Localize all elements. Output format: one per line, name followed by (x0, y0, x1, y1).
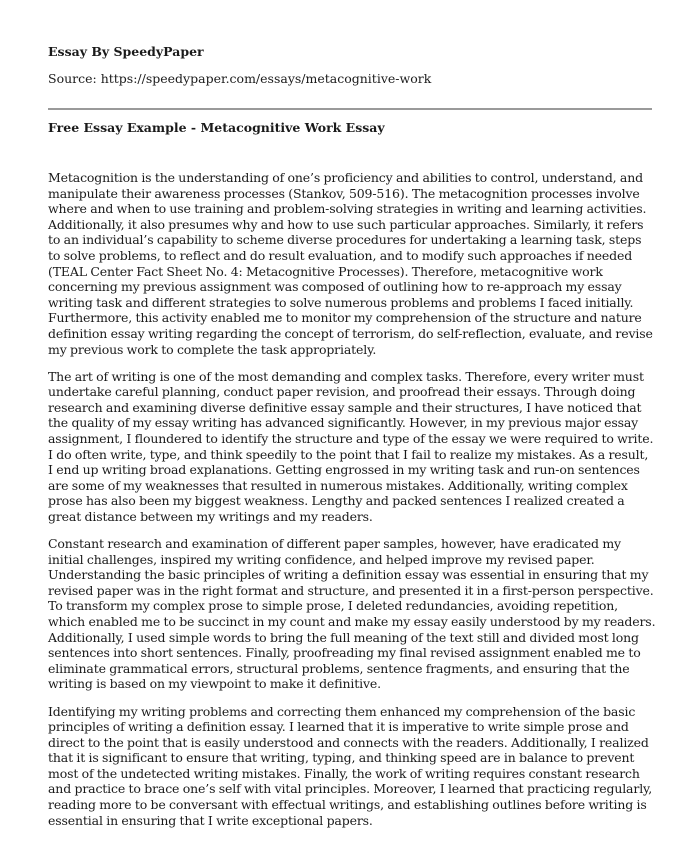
essay-body (48, 170, 656, 840)
essay-paragraph-2: The art of writing is one of the most demanding and complex tasks. Therefore, every writer must undertake careful planning, conduct paper revision, and proofread their essays. Through doing research and examining diverse definitive essay sample and their structures, I have noticed that the quality of my essay writing has advanced significantly. However, in my previous major essay assignment, I floundered to identify the structure and type of the essay we were required to write. I do often write, type, and think speedily to the point that I fail to realize my mistakes. As a result, I end up writing broad explanations. Getting engrossed in my writing task and run-on sentences are some of my weaknesses that resulted in numerous mistakes. Additionally, writing complex prose has also been my biggest weakness. Lengthy and packed sentences I realized created a great distance between my writings and my readers. (48, 368, 654, 524)
essay-paragraph-4: Identifying my writing problems and correcting them enhanced my comprehension of the basic principles of writing a definition essay. I learned that it is imperative to write simple prose and direct to the point that is easily understood and connects with the readers. Additionally, I realized that it is significant to ensure that writing, typing, and thinking speed are in balance to prevent most of the undetected writing mistakes. Finally, the work of writing requires constant research and practice to brace one’s self with vital principles. Moreover, I learned that practicing regularly, reading more to be conversant with effectual writings, and establishing outlines before writing is essential in ensuring that I write exceptional papers. (48, 703, 653, 828)
header-title: Essay By SpeedyPaper (48, 44, 204, 59)
source-line: Source: https://speedypaper.com/essays/metacognitive-work (48, 71, 432, 86)
essay-paragraph-1: Metacognition is the understanding of one’s proficiency and abilities to control, understand, and manipulate their awareness processes (Stankov, 509-516). The metacognition processes involve where and when to use training and problem-solving strategies in writing and learning activities. Additionally, it also presumes why and how to use such particular approaches. Similarly, it refers to an individual’s capability to scheme diverse procedures for undertaking a learning task, steps to solve problems, to reflect and do result evaluation, and to modify such approaches if needed (TEAL Center Fact Sheet No. 4: Metacognitive Processes). Therefore, metacognitive work concerning my previous assignment was composed of outlining how to re-approach my essay writing task and different strategies to solve numerous problems and problems I faced initially. Furthermore, this activity enabled me to monitor my comprehension of the structure and nature definition essay writing regarding the concept of terrorism, do self-reflection, evaluate, and revise my previous work to complete the task appropriately. (48, 170, 653, 357)
essay-title: Free Essay Example - Metacognitive Work Essay (48, 120, 385, 135)
essay-paragraph-3: Constant research and examination of different paper samples, however, have eradicated my initial challenges, inspired my writing confidence, and helped improve my revised paper. Understanding the basic principles of writing a definition essay was essential in ensuring that my revised paper was in the right format and structure, and presented it in a first-person perspective. To transform my complex prose to simple prose, I deleted redundancies, avoiding repetition, which enabled me to be succinct in my count and make my essay easily understood by my readers. Additionally, I used simple words to bring the full meaning of the text still and divided most long sentences into short sentences. Finally, proofreading my final revised assignment enabled me to eliminate grammatical errors, structural problems, sentence fragments, and ensuring that the writing is based on my viewpoint to make it definitive. (48, 536, 656, 692)
horizontal-rule (48, 108, 652, 110)
